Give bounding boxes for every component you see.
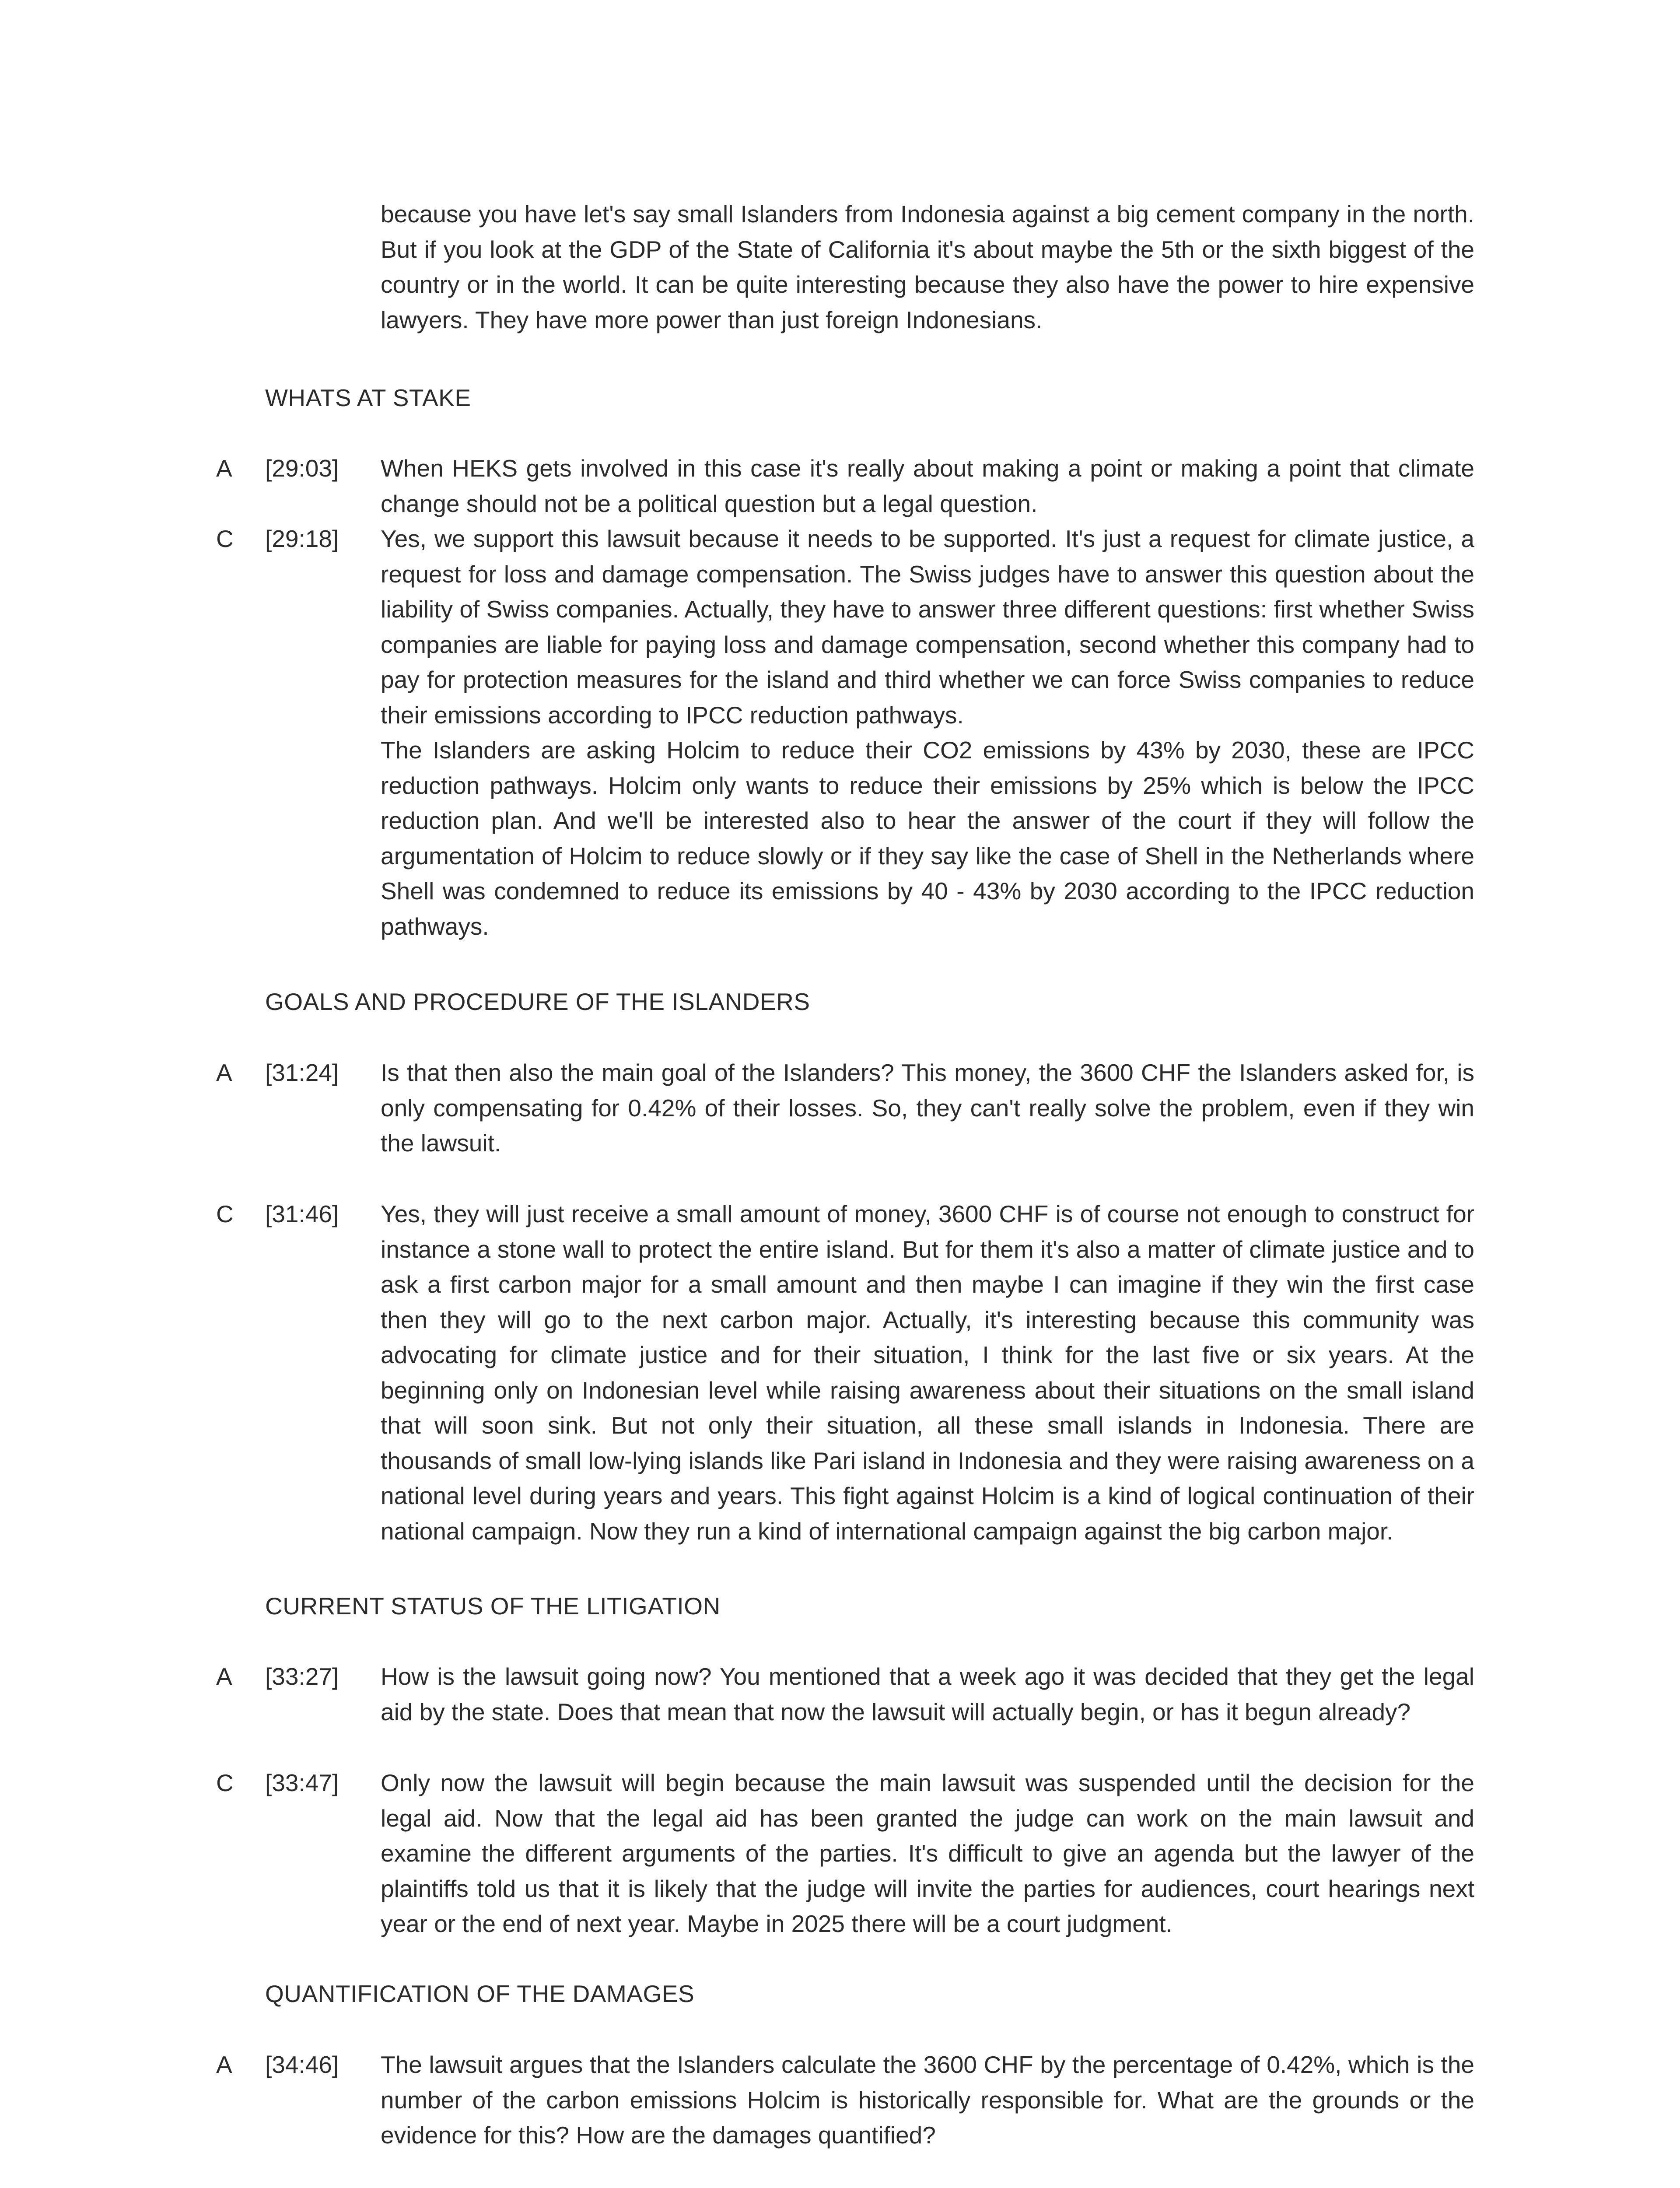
entry-paragraph: The lawsuit argues that the Islanders calculate the 3600 CHF by the percentage of 0.42%, which is the number of the carbon emissions Holcim is historically responsible for. What are the grounds or the evidence for this? How are the damages quantified?: [381, 2051, 1474, 2149]
timestamp: [31:46]: [265, 1200, 339, 1227]
speaker-label: A: [216, 1663, 232, 1690]
speaker-label: A: [216, 2051, 232, 2078]
timestamp: [29:03]: [265, 455, 339, 482]
section-heading-whats-at-stake: WHATS AT STAKE: [265, 384, 471, 411]
entry-paragraph: Only now the lawsuit will begin because the main lawsuit was suspended until the decision for the legal aid. Now that the legal aid has been granted the judge can work on the main lawsuit and examine the different arguments of the parties. It's difficult to give an agenda but the lawyer of the plaintiffs told us that it is likely that the judge will invite the parties for audiences, court hearings next year or the end of next year. Maybe in 2025 there will be a court judgment.: [381, 1769, 1474, 1937]
section-heading-quantification: QUANTIFICATION OF THE DAMAGES: [265, 1980, 695, 2007]
speaker-label: A: [216, 1059, 232, 1086]
entry-paragraph: The Islanders are asking Holcim to reduce their CO2 emissions by 43% by 2030, these are IPCC reduction pathways. Holcim only wants to reduce their emissions by 25% which is below the IPCC reduction plan. And we'll be interested also to hear the answer of the court if they will follow the argumentation of Holcim to reduce slowly or if they say like the case of Shell in the Netherlands where Shell was condemned to reduce its emissions by 40 - 43% by 2030 according to the IPCC reduction pathways.: [381, 736, 1474, 940]
timestamp: [31:24]: [265, 1059, 339, 1086]
entry-text: [381, 1659, 1474, 1729]
timestamp: [33:27]: [265, 1663, 339, 1690]
entry-text: [381, 521, 1474, 944]
entry-paragraph: How is the lawsuit going now? You mentioned that a week ago it was decided that they get the legal aid by the state. Does that mean that now the lawsuit will actually begin, or has it begun already?: [381, 1663, 1474, 1725]
entry-text: [381, 2047, 1474, 2153]
timestamp: [34:46]: [265, 2051, 339, 2078]
speaker-label: A: [216, 455, 232, 482]
timestamp: [29:18]: [265, 525, 339, 552]
intro-paragraph: because you have let's say small Islanders from Indonesia against a big cement company in the north. But if you look at the GDP of the State of California it's about maybe the 5th or the sixth biggest of the country or in the world. It can be quite interesting because they also have the power to hire expensive lawyers. They have more power than just foreign Indonesians.: [381, 200, 1474, 333]
entry-text: [381, 1765, 1474, 1942]
speaker-label: C: [216, 525, 234, 552]
section-heading-current-status: CURRENT STATUS OF THE LITIGATION: [265, 1592, 721, 1620]
timestamp: [33:47]: [265, 1769, 339, 1796]
entry-text: [381, 1196, 1474, 1549]
speaker-label: C: [216, 1769, 234, 1796]
entry-paragraph: Yes, we support this lawsuit because it needs to be supported. It's just a request for climate justice, a request for loss and damage compensation. The Swiss judges have to answer this question about the liability of Swiss companies. Actually, they have to answer three different questions: first whether Swiss companies are liable for paying loss and damage compensation, second whether this company had to pay for protection measures for the island and third whether we can force Swiss companies to reduce their emissions according to IPCC reduction pathways.: [381, 525, 1474, 729]
entry-text: [381, 1055, 1474, 1161]
entry-text: [381, 451, 1474, 521]
entry-paragraph: Is that then also the main goal of the Islanders? This money, the 3600 CHF the Islanders asked for, is only compensating for 0.42% of their losses. So, they can't really solve the problem, even if they win the lawsuit.: [381, 1059, 1474, 1157]
entry-paragraph: When HEKS gets involved in this case it's really about making a point or making a point that climate change should not be a political question but a legal question.: [381, 455, 1474, 517]
speaker-label: C: [216, 1200, 234, 1227]
entry-paragraph: Yes, they will just receive a small amount of money, 3600 CHF is of course not enough to construct for instance a stone wall to protect the entire island. But for them it's also a matter of climate justice and to ask a first carbon major for a small amount and then maybe I can imagine if they win the first case then they will go to the next carbon major. Actually, it's interesting because this community was advocating for climate justice and for their situation, I think for the last five or six years. At the beginning only on Indonesian level while raising awareness about their situations on the small island that will soon sink. But not only their situation, all these small islands in Indonesia. There are thousands of small low-lying islands like Pari island in Indonesia and they were raising awareness on a national level during years and years. This fight against Holcim is a kind of logical continuation of their national campaign. Now they run a kind of international campaign against the big carbon major.: [381, 1200, 1474, 1545]
section-heading-goals-and-procedure: GOALS AND PROCEDURE OF THE ISLANDERS: [265, 988, 810, 1015]
